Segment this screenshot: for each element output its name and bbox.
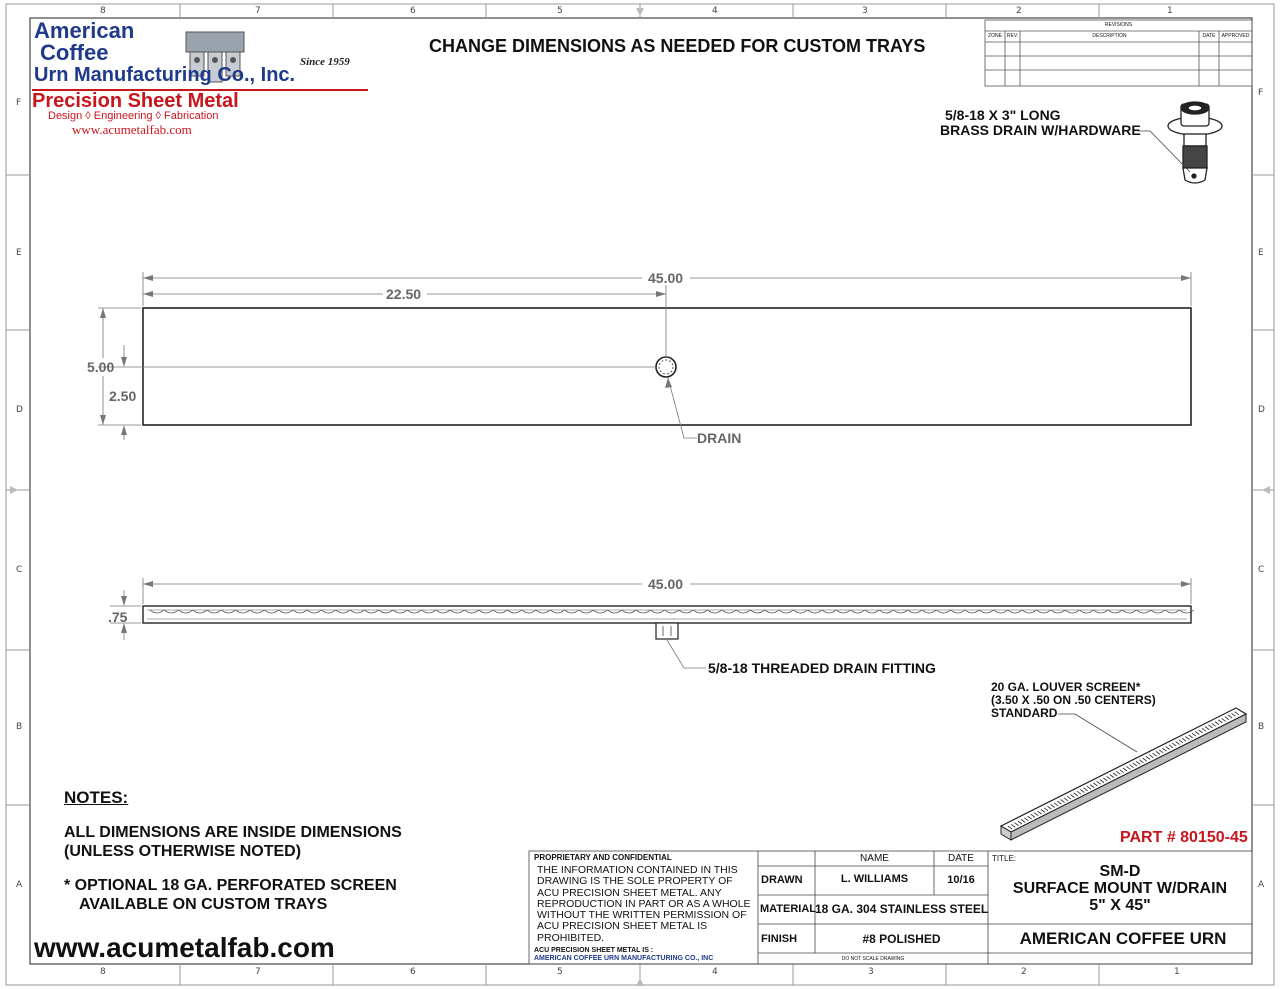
zone-row-c-right: C [1258, 565, 1265, 575]
dim-top-half-width: 2.50 [109, 388, 137, 404]
proprietary-line: REPRODUCTION IN PART OR AS A WHOLE [537, 897, 751, 910]
revisions-col-rev: REV. [1006, 33, 1019, 39]
louver-line2: (3.50 X .50 ON .50 CENTERS) [991, 693, 1156, 707]
proprietary-title: PROPRIETARY AND CONFIDENTIAL [534, 853, 672, 862]
zone-col-6-top: 6 [410, 6, 416, 16]
company-name: AMERICAN COFFEE URN [1019, 929, 1227, 948]
revisions-col-date: DATE [1202, 33, 1216, 39]
louver-screen-icon [1001, 708, 1246, 840]
tray-top-view [143, 308, 1191, 425]
logo-line2: Coffee [40, 40, 109, 65]
dim-side-total-length: 45.00 [648, 576, 684, 592]
note-2 [64, 876, 397, 914]
zone-col-8-top: 8 [100, 6, 106, 16]
notes-heading: NOTES: [64, 788, 129, 807]
proprietary-line: WITHOUT THE WRITTEN PERMISSION OF [537, 909, 747, 922]
name-header: NAME [860, 853, 889, 864]
drain-label: DRAIN [697, 430, 742, 446]
zone-row-f-right: F [1258, 88, 1264, 98]
logo-tagline: Design ◊ Engineering ◊ Fabrication [48, 110, 219, 122]
louver-line1: 20 GA. LOUVER SCREEN* [991, 680, 1141, 694]
brass-drain-icon [1168, 102, 1222, 183]
date-header: DATE [948, 853, 974, 864]
logo-since: Since 1959 [300, 56, 350, 68]
company-logo [32, 20, 368, 138]
revisions-table [985, 20, 1252, 86]
zone-col-2-top: 2 [1016, 6, 1022, 16]
material-label: MATERIAL [760, 903, 817, 915]
finish-value: #8 POLISHED [862, 932, 941, 946]
note-1 [64, 823, 402, 861]
material-value: 18 GA. 304 STAINLESS STEEL [815, 902, 989, 916]
zone-col-1-top: 1 [1167, 6, 1173, 16]
louver-line3: STANDARD [991, 706, 1058, 720]
drain-fitting-callout: 5/8-18 THREADED DRAIN FITTING [708, 660, 936, 676]
note-2-line2: AVAILABLE ON CUSTOM TRAYS [79, 896, 328, 913]
zone-row-a-right: A [1258, 880, 1265, 890]
zone-col-5-top: 5 [557, 6, 563, 16]
revisions-col-description: DESCRIPTION [1092, 33, 1127, 39]
zone-row-c-left: C [16, 565, 23, 575]
title-label: TITLE: [992, 854, 1017, 863]
zone-col-4-top: 4 [712, 6, 718, 16]
zone-col-8-bottom: 8 [100, 967, 106, 977]
zone-row-a-left: A [16, 880, 23, 890]
do-not-scale-note: DO NOT SCALE DRAWING [841, 956, 905, 962]
zone-row-d-right: D [1258, 405, 1265, 415]
zone-col-7-top: 7 [255, 6, 261, 16]
revisions-col-approved: APPROVED [1221, 33, 1250, 39]
zone-col-3-top: 3 [862, 6, 868, 16]
zone-row-b-right: B [1258, 722, 1265, 732]
zone-col-7-bottom: 7 [255, 967, 261, 977]
zone-col-1-bottom: 1 [1174, 967, 1180, 977]
footer-url: www.acumetalfab.com [34, 932, 335, 963]
drawing-title-line3: 5" X 45" [1089, 897, 1151, 914]
drawn-name: L. WILLIAMS [840, 873, 909, 885]
zone-row-e-right: E [1258, 248, 1264, 258]
revisions-title: REVISIONS [1104, 22, 1133, 28]
drawing-header-title: CHANGE DIMENSIONS AS NEEDED FOR CUSTOM TRAYS [429, 36, 926, 56]
proprietary-line: ACU PRECISION SHEET METAL IS [537, 920, 708, 933]
proprietary-text [537, 865, 751, 944]
note-1-line2: (UNLESS OTHERWISE NOTED) [64, 843, 302, 860]
zone-col-2-bottom: 2 [1021, 967, 1027, 977]
zone-col-4-bottom: 4 [712, 967, 718, 977]
zone-col-5-bottom: 5 [557, 967, 563, 977]
zone-col-6-bottom: 6 [410, 967, 416, 977]
drawing-title-line1: SM-D [1099, 863, 1141, 880]
note-1-line1: ALL DIMENSIONS ARE INSIDE DIMENSIONS [64, 824, 402, 841]
proprietary-line: PROHIBITED. [537, 931, 605, 944]
drawn-date: 10/16 [947, 874, 975, 886]
zone-row-b-left: B [16, 722, 23, 732]
tray-side-view [143, 606, 1194, 639]
logo-url: www.acumetalfab.com [72, 122, 192, 137]
drawing-title [988, 863, 1252, 914]
brass-drain-line1: 5/8-18 X 3" LONG [945, 107, 1061, 123]
logo-precision: Precision Sheet Metal [32, 90, 239, 112]
louver-callout [991, 681, 1156, 720]
drawing-title-line2: SURFACE MOUNT W/DRAIN [1012, 880, 1228, 897]
note-2-line1: * OPTIONAL 18 GA. PERFORATED SCREEN [64, 877, 397, 894]
drawn-label: DRAWN [761, 874, 803, 886]
acu-company-name: AMERICAN COFFEE URN MANUFACTURING CO., INC [534, 955, 714, 962]
revisions-col-zone: ZONE [988, 33, 1002, 39]
proprietary-line: THE INFORMATION CONTAINED IN THIS [537, 864, 738, 876]
logo-line3: Urn Manufacturing Co., Inc. [34, 64, 296, 86]
acu-is-label: ACU PRECISION SHEET METAL IS : [534, 947, 654, 954]
dim-top-total-length: 45.00 [648, 270, 684, 286]
logo-line1: American [34, 18, 135, 43]
zone-row-e-left: E [16, 248, 22, 258]
proprietary-line: DRAWING IS THE SOLE PROPERTY OF [537, 875, 733, 888]
part-number: PART # 80150-45 [1120, 829, 1248, 846]
brass-drain-line2: BRASS DRAIN W/HARDWARE [940, 122, 1141, 138]
dim-top-width: 5.00 [87, 359, 115, 375]
zone-row-d-left: D [16, 405, 23, 415]
zone-row-f-left: F [16, 98, 22, 108]
zone-col-3-bottom: 3 [868, 967, 874, 977]
dim-top-half-length: 22.50 [386, 286, 422, 302]
dim-side-height: .75 [108, 609, 128, 625]
brass-drain-callout [940, 108, 1141, 138]
proprietary-line: ACU PRECISION SHEET METAL. ANY [537, 886, 722, 899]
finish-label: FINISH [761, 933, 798, 945]
